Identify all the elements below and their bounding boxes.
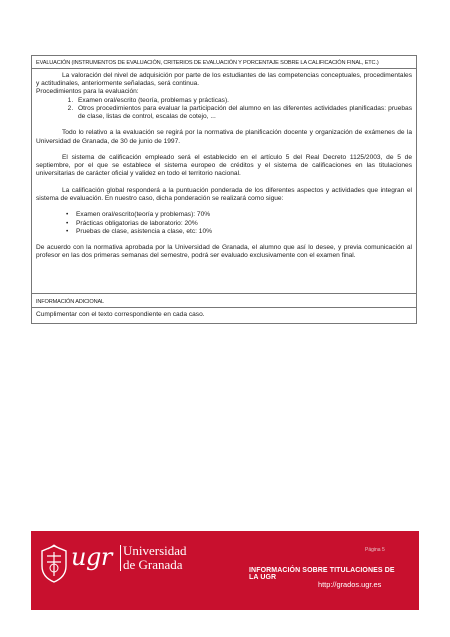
- site-url-link[interactable]: http://grados.ugr.es: [318, 580, 382, 589]
- procedure-item: 1. Examen oral/escrito (teoría, problemas y prácticas).: [75, 97, 412, 105]
- procedures-title: Procedimientos para la evaluación:: [36, 88, 139, 96]
- university-name-line-1: Universidad: [123, 543, 187, 558]
- university-seal-icon: [39, 544, 69, 584]
- weight-item: • Prácticas obligatorias de laboratorio: 20%: [70, 220, 412, 228]
- evaluation-paragraph-4: La calificación global responderá a la puntuación ponderada de los diferentes aspectos y actividades que integran el sistema de evaluación. En nuestro caso, dicha ponderación se realizará como sigue:: [36, 186, 412, 202]
- ugr-logo: ugr: [71, 543, 112, 571]
- divider: [120, 545, 121, 571]
- weights-list: [36, 211, 412, 236]
- weight-item: • Examen oral/escrito(teoría y problemas): 70%: [70, 211, 412, 219]
- weight-item: • Pruebas de clase, asistencia a clase, etc: 10%: [70, 228, 412, 236]
- procedures-list: [36, 97, 412, 122]
- evaluation-table: [31, 55, 417, 324]
- university-name: [123, 544, 187, 572]
- evaluation-paragraph-5: De acuerdo con la normativa aprobada por la Universidad de Granada, el alumno que así lo desee, y previa comunicación al profesor en las dos primeras semanas del semestre, podrá ser evaluado exclusivamente con el examen final.: [36, 244, 412, 260]
- page-footer: [31, 531, 419, 610]
- page-number: Página 5: [365, 547, 385, 553]
- evaluation-header: EVALUACIÓN (INSTRUMENTOS DE EVALUACIÓN, CRITERIOS DE EVALUACIÓN Y PORCENTAJE SOBRE LA CALIFICACIÓN FINAL, ETC.): [32, 56, 416, 69]
- evaluation-paragraph-1: La valoración del nivel de adquisición por parte de los estudiantes de las competencias conceptuales, procedimentales y actitudinales, anteriormente señaladas, será continua.: [36, 72, 412, 88]
- procedure-item: 2. Otros procedimientos para evaluar la participación del alumno en las diferentes actividades planificadas: pruebas de clase, listas de control, escalas de cotejo, ...: [75, 105, 412, 121]
- info-banner: INFORMACIÓN SOBRE TITULACIONES DE LA UGR: [249, 567, 395, 581]
- evaluation-paragraph-3: El sistema de calificación empleado será el establecido en el artículo 5 del Real Decreto 1125/2003, de 5 de septiembre, por el que se establece el sistema europeo de créditos y el sistema de calificaciones en las titulaciones universitarias de carácter oficial y validez en todo el territorio nacional.: [36, 154, 412, 178]
- university-name-line-2: de Granada: [123, 557, 183, 572]
- additional-info-header: INFORMACIÓN ADICIONAL: [32, 294, 416, 308]
- evaluation-body: [32, 69, 416, 294]
- evaluation-paragraph-2: Todo lo relativo a la evaluación se regirá por la normativa de planificación docente y organización de exámenes de la Universidad de Granada, de 30 de junio de 1997.: [36, 129, 412, 145]
- additional-info-text: Cumplimentar con el texto correspondiente en cada caso.: [36, 311, 205, 318]
